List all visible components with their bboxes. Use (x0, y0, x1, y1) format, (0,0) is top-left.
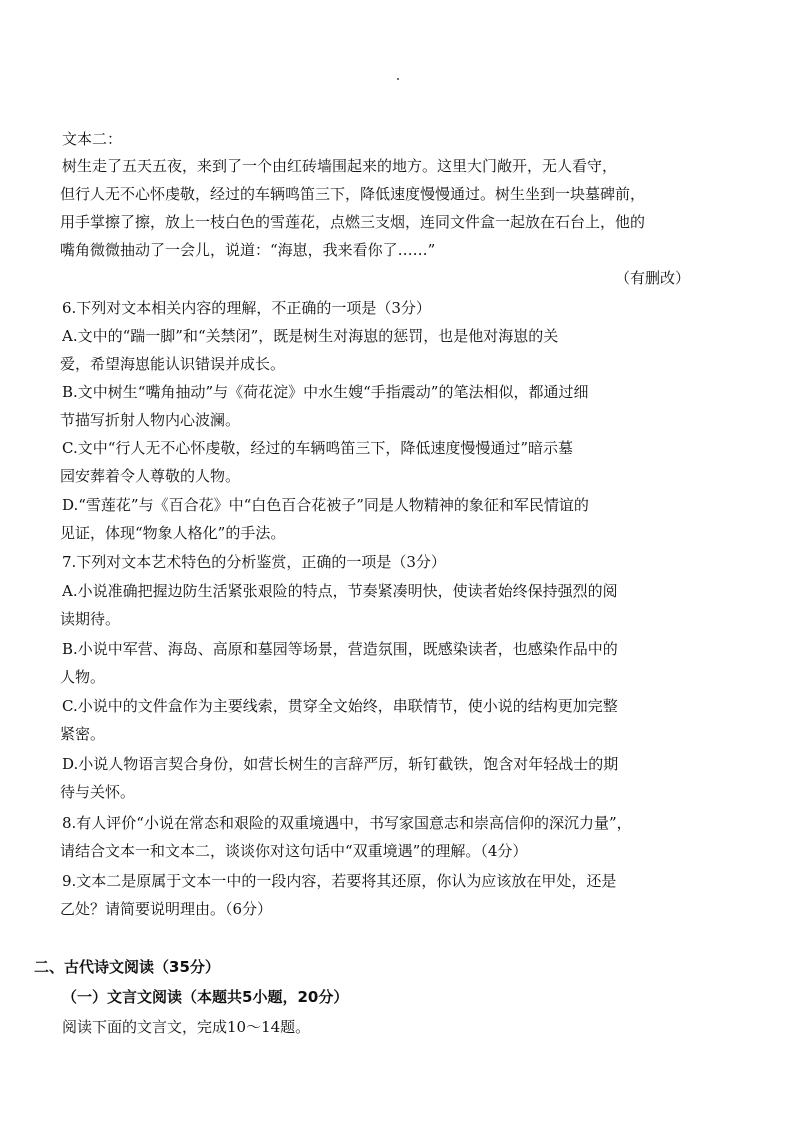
q7-option-b-2: 人物。 (60, 668, 106, 686)
scan-speck (397, 78, 399, 80)
q6-option-a-1: A.文中的“踹一脚”和“关禁闭”，既是树生对海崽的惩罚，也是他对海崽的关 (62, 327, 559, 345)
q6-stem: 6.下列对文本相关内容的理解，不正确的一项是（3分） (62, 299, 431, 317)
q7-option-a-2: 读期待。 (60, 610, 121, 628)
text2-line-1: 树生走了五天五夜，来到了一个由红砖墙围起来的地方。这里大门敞开，无人看守， (62, 157, 618, 175)
text2-line-3: 用手掌擦了擦，放上一枝白色的雪莲花，点燃三支烟，连同文件盒一起放在石台上，他的 (60, 213, 646, 231)
q7-option-a-1: A.小说准确把握边防生活紧张艰险的特点，节奏紧凑明快，使读者始终保持强烈的阅 (62, 582, 618, 600)
text2-line-4: 嘴角微微抽动了一会儿，说道：“海崽，我来看你了……” (60, 241, 436, 259)
q6-option-a-2: 爱，希望海崽能认识错误并成长。 (60, 355, 286, 373)
section-2-subsection: （一）文言文阅读（本题共5小题，20分） (62, 988, 349, 1006)
q8-line-2: 请结合文本一和文本二，谈谈你对这句话中“双重境遇”的理解。（4分） (60, 842, 528, 860)
q6-option-d-2: 见证，体现“物象人格化”的手法。 (60, 524, 286, 542)
q9-line-1: 9.文本二是原属于文本一中的一段内容，若要将其还原，你认为应该放在甲处，还是 (62, 872, 617, 890)
q8-line-1: 8.有人评价“小说在常态和艰险的双重境遇中，书写家国意志和崇高信仰的深沉力量”， (62, 814, 632, 832)
q6-option-c-2: 园安葬着令人尊敬的人物。 (60, 467, 241, 485)
text2-heading: 文本二： (62, 130, 123, 148)
q7-option-c-1: C.小说中的文件盒作为主要线索，贯穿全文始终，串联情节，使小说的结构更加完整 (62, 697, 618, 715)
q7-option-d-2: 待与关怀。 (60, 783, 136, 801)
q6-option-d-1: D.“雪莲花”与《百合花》中“白色百合花被子”同是人物精神的象征和军民情谊的 (62, 496, 589, 514)
q6-option-c-1: C.文中“行人无不心怀虔敬，经过的车辆鸣笛三下，降低速度慢慢通过”暗示墓 (62, 439, 574, 457)
q7-option-b-1: B.小说中军营、海岛、高原和墓园等场景，营造氛围，既感染读者，也感染作品中的 (62, 640, 618, 658)
text2-note: （有删改） (614, 269, 690, 287)
q7-option-c-2: 紧密。 (60, 725, 106, 743)
section-2-intro: 阅读下面的文言文，完成10～14题。 (62, 1018, 311, 1036)
section-2-title: 二、古代诗文阅读（35分） (34, 958, 220, 976)
q9-line-2: 乙处？请简要说明理由。（6分） (60, 900, 273, 918)
q7-stem: 7.下列对文本艺术特色的分析鉴赏，正确的一项是（3分） (62, 553, 446, 571)
q6-option-b-1: B.文中树生“嘴角抽动”与《荷花淀》中水生嫂“手指震动”的笔法相似，都通过细 (62, 383, 589, 401)
text2-line-2: 但行人无不心怀虔敬，经过的车辆鸣笛三下，降低速度慢慢通过。树生坐到一块墓碑前， (60, 185, 646, 203)
q7-option-d-1: D.小说人物语言契合身份，如营长树生的言辞严厉，斩钉截铁，饱含对年轻战士的期 (62, 755, 619, 773)
q6-option-b-2: 节描写折射人物内心波澜。 (60, 411, 241, 429)
